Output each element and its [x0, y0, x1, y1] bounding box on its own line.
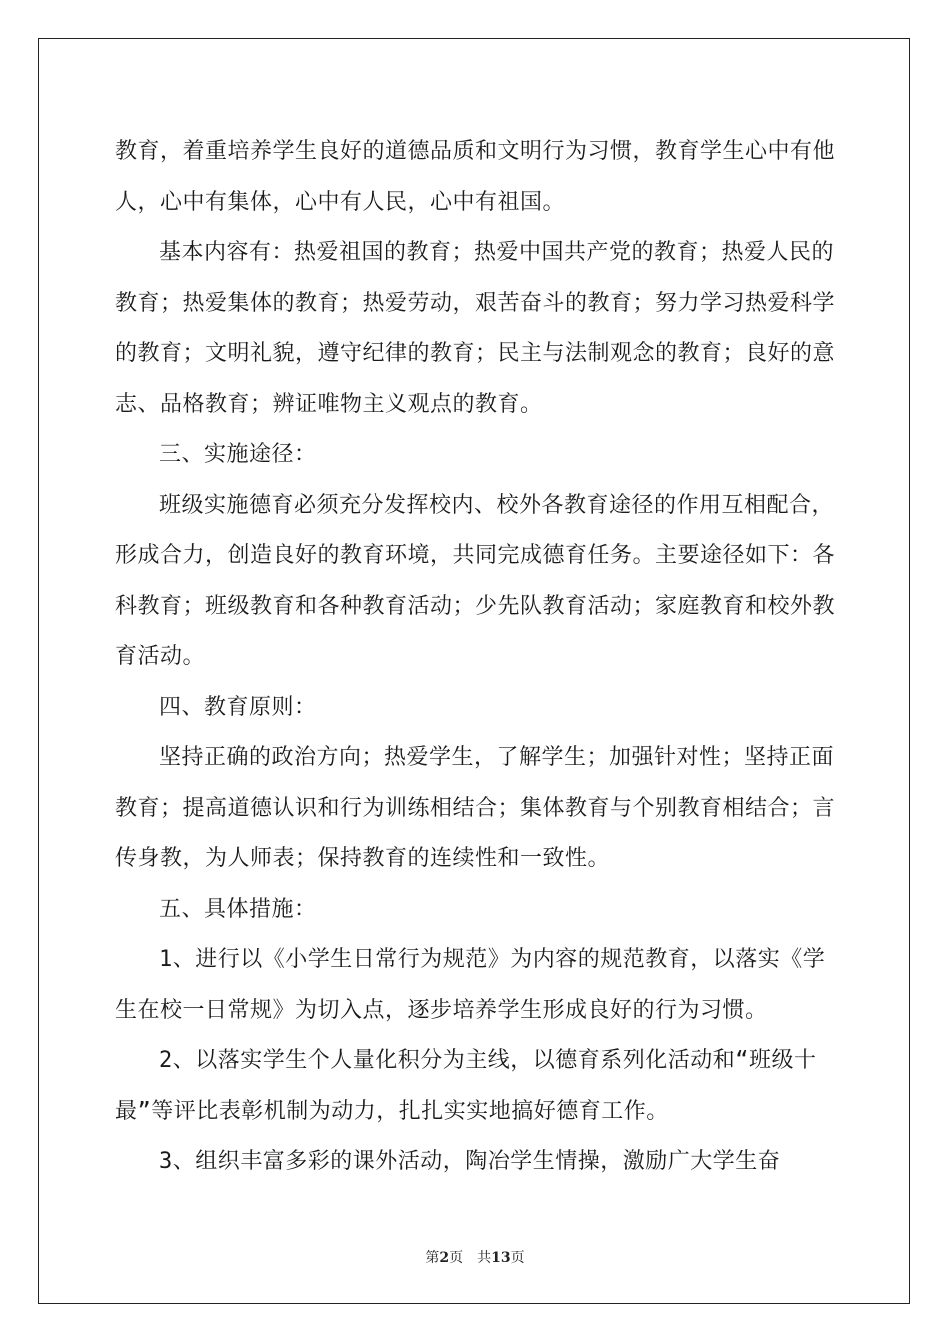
- document-body: [115, 127, 835, 1188]
- measure-item-3: 3、组织丰富多彩的课外活动，陶冶学生情操，激励广大学生奋: [159, 1149, 781, 1174]
- page-number: 2: [439, 1250, 450, 1266]
- page-prefix: 第: [425, 1250, 440, 1266]
- section-heading-5: 五、具体措施：: [159, 896, 317, 922]
- page-suffix: 页: [449, 1250, 464, 1266]
- paragraph-4: 班级实施德育必须充分发挥校内、校外各教育途径的作用互相配合，形成合力，创造良好的教育环境，共同完成德育任务。主要途径如下：各科教育；班级教育和各种教育活动；少先队教育活动；家庭教育和校外教育活动。: [115, 492, 836, 669]
- total-pages: 13: [491, 1250, 511, 1266]
- paragraph-6: 坚持正确的政治方向；热爱学生，了解学生；加强针对性；坚持正面教育；提高道德认识和行为训练相结合；集体教育与个别教育相结合；言传身教，为人师表；保持教育的连续性和一致性。: [115, 745, 836, 871]
- paragraph-2: 基本内容有：热爱祖国的教育；热爱中国共产党的教育；热爱人民的教育；热爱集体的教育；热爱劳动，艰苦奋斗的教育；努力学习热爱科学的教育；文明礼貌，遵守纪律的教育；民主与法制观念的教育；良好的意志、品格教育；辨证唯物主义观点的教育。: [115, 240, 836, 417]
- section-heading-3: 三、实施途径：: [159, 442, 317, 467]
- total-prefix: 共: [477, 1250, 492, 1266]
- page-footer: [0, 1247, 950, 1267]
- paragraph-1: 教育，着重培养学生良好的道德品质和文明行为习惯，教育学生心中有他人，心中有集体，心中有人民，心中有祖国。: [115, 139, 836, 215]
- measure-item-1: 1、进行以《小学生日常行为规范》为内容的规范教育，以落实《学生在校一日常规》为切入点，逐步培养学生形成良好的行为习惯。: [115, 947, 826, 1023]
- total-suffix: 页: [510, 1250, 525, 1266]
- measure-item-2: 2、以落实学生个人量化积分为主线，以德育系列化活动和“班级十最”等评比表彰机制为动力，扎扎实实地搞好德育工作。: [115, 1048, 817, 1124]
- section-heading-4: 四、教育原则：: [159, 694, 317, 720]
